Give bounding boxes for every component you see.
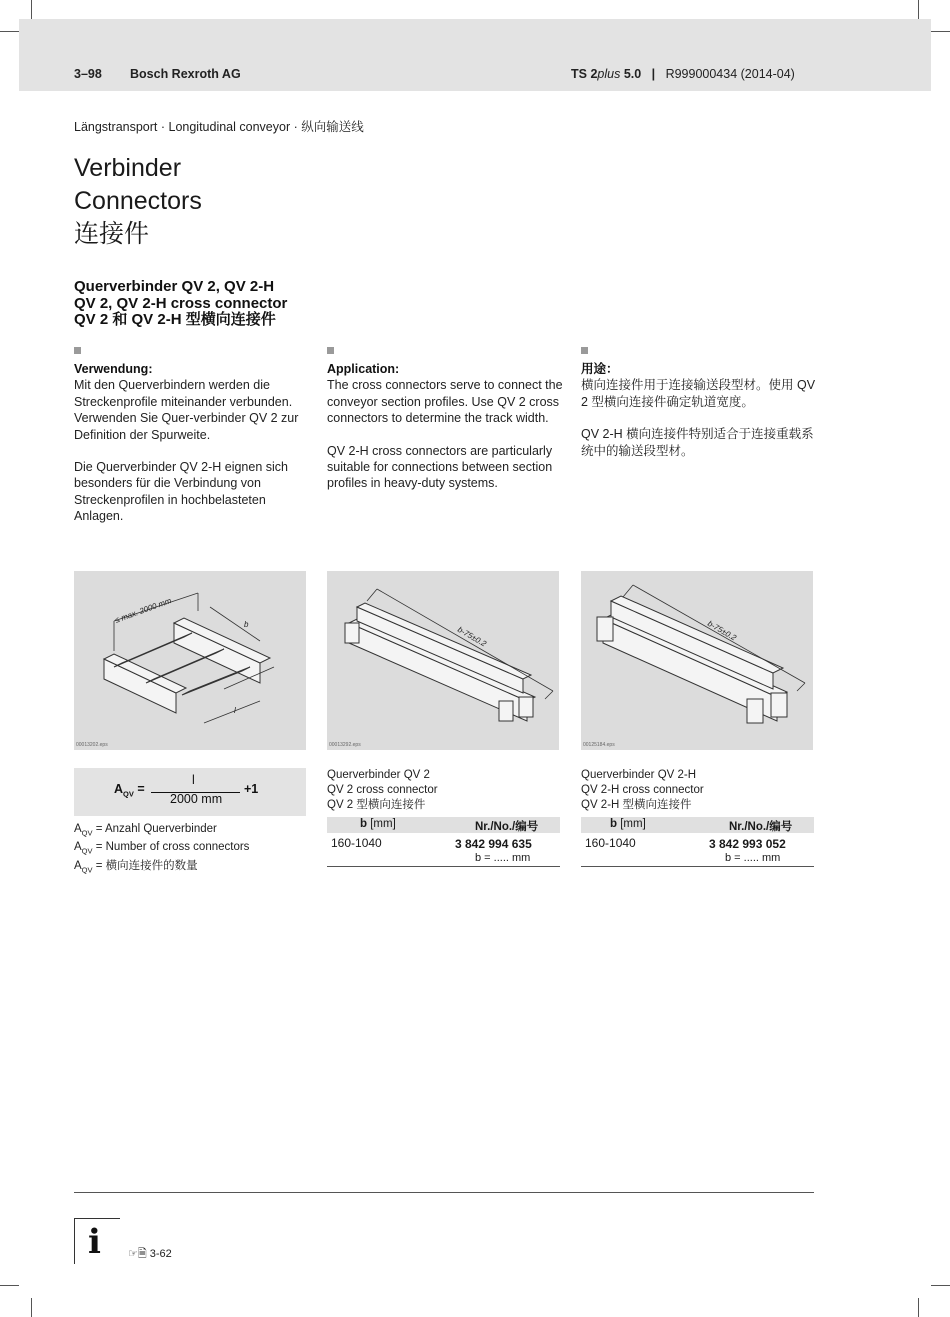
dimension-label: l <box>234 706 236 715</box>
footer-rule <box>74 1192 814 1193</box>
paragraph: 横向连接件用于连接输送段型材。使用 QV 2 型横向连接件确定轨道宽度。 <box>581 378 816 409</box>
crop-mark <box>0 1285 19 1286</box>
figure-id: 00013202.eps <box>76 742 108 748</box>
paragraph: Die Querverbinder QV 2-H eignen sich besonders für die Verbindung von Streckenprofilen in hochbelasteten Anlagen. <box>74 460 288 524</box>
info-icon: i <box>88 1222 101 1262</box>
reference-page: 3-62 <box>149 1248 172 1260</box>
column-heading: Verwendung: <box>74 362 153 376</box>
table-header: b [mm] Nr./No./编号 <box>581 817 814 833</box>
formula-box <box>74 768 306 816</box>
table-row <box>581 833 814 867</box>
size-range: 160-1040 <box>331 836 382 850</box>
qv2-connector-illustration <box>327 571 559 750</box>
part-number: 3 842 994 635 <box>455 837 532 851</box>
figure-id: 00013292.eps <box>329 742 361 748</box>
crop-mark <box>931 31 950 32</box>
column-zh <box>581 347 817 475</box>
formula-legend <box>74 822 249 877</box>
formula-lhs: $A_{QV}$ = <box>114 782 145 799</box>
size-range: 160-1040 <box>585 836 636 850</box>
order-table <box>327 817 560 867</box>
table-header: b [mm] Nr./No./编号 <box>327 817 560 833</box>
crop-mark <box>31 0 32 19</box>
dimension-label: b-75±0.2 <box>706 618 738 643</box>
doc-number: R999000434 (2014-04) <box>665 67 795 81</box>
page-title-en: Connectors <box>74 187 202 215</box>
length-note: b = ..... mm <box>725 852 781 864</box>
crop-mark <box>0 31 19 32</box>
figure-id: 00125184.eps <box>583 742 615 748</box>
qv2h-connector-illustration <box>581 571 813 750</box>
length-note: b = ..... mm <box>475 852 531 864</box>
reference-pointer-icon: ☞🗎 <box>128 1248 147 1260</box>
product-caption: Querverbinder QV 2 QV 2 cross connector QV 2 型横向连接件 <box>327 769 438 811</box>
dimension-label: ≤ max. 2000 mm <box>113 596 173 625</box>
column-heading: 用途： <box>581 362 619 376</box>
column-heading: Application: <box>327 362 400 376</box>
bullet-square-icon <box>327 347 334 354</box>
formula-addend: +1 <box>244 782 259 796</box>
formula-numerator: l <box>192 773 195 787</box>
paragraph: Mit den Querverbindern werden die Streckenprofile miteinander verbunden. Verwenden Sie Quer-verbinder QV 2 zur Definition der Spurweite. <box>74 378 299 442</box>
section-subtitle: Querverbinder QV 2, QV 2-H QV 2, QV 2-H cross connector QV 2 和 QV 2-H 型横向连接件 <box>74 278 288 328</box>
legend-line: $A_{QV}$ = 横向连接件的数量 <box>74 859 198 874</box>
crop-mark <box>931 1285 950 1286</box>
dimension-label: b-75±0.2 <box>456 624 488 649</box>
legend-line: $A_{QV}$ = Number of cross connectors <box>74 841 250 856</box>
crop-mark <box>31 1298 32 1317</box>
dimension-label: b <box>244 620 249 629</box>
formula-denominator: 2000 mm <box>170 792 223 806</box>
order-table <box>581 817 814 867</box>
page-title-de: Verbinder <box>74 154 182 182</box>
paragraph: QV 2-H 横向连接件特别适合于连接重载系统中的输送段型材。 <box>581 427 814 458</box>
crop-mark <box>918 0 919 19</box>
column-en <box>327 347 563 508</box>
conveyor-layout-illustration <box>74 571 306 750</box>
part-number: 3 842 993 052 <box>709 837 786 851</box>
table-row <box>327 833 560 867</box>
bullet-square-icon <box>581 347 588 354</box>
legend-line: $A_{QV}$ = Anzahl Querverbinder <box>74 823 217 838</box>
page-number: 3–98 <box>74 67 102 81</box>
breadcrumb: Längstransport · Longitudinal conveyor · 纵向输送线 <box>74 120 364 134</box>
paragraph: QV 2-H cross connectors are particularly suitable for connections between section profiles in heavy-duty systems. <box>327 443 553 491</box>
company-name: Bosch Rexroth AG <box>130 67 241 81</box>
product-name: TS 2plus 5.0 | R999000434 (2014-04) <box>571 67 795 81</box>
paragraph: The cross connectors serve to connect the conveyor section profiles. Use QV 2 cross connectors to determine the track width. <box>327 378 563 426</box>
product-caption: Querverbinder QV 2-H QV 2-H cross connector QV 2-H 型横向连接件 <box>581 769 704 811</box>
column-de <box>74 347 310 541</box>
crop-mark <box>918 1298 919 1317</box>
bullet-square-icon <box>74 347 81 354</box>
page-reference[interactable] <box>128 1245 172 1264</box>
page-title-zh: 连接件 <box>74 220 150 248</box>
